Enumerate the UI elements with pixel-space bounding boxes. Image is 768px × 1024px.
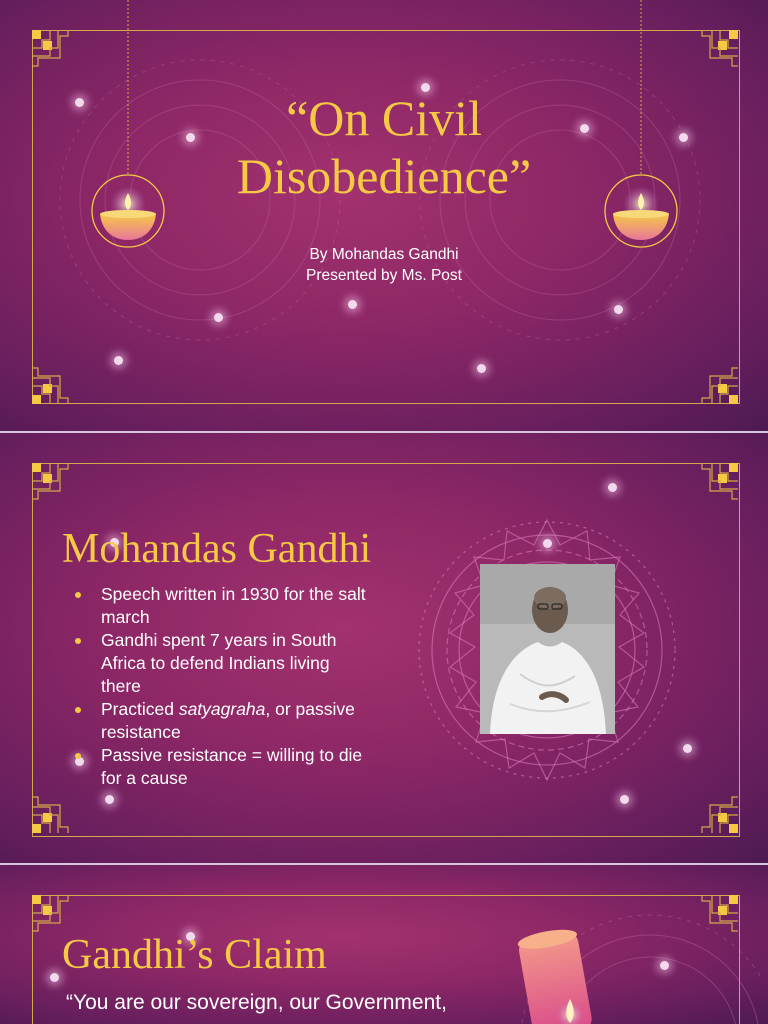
sparkle-dot [543,539,552,548]
sparkle-dot [477,364,486,373]
sparkle-dot [105,795,114,804]
list-item [72,698,372,744]
title-line-2: Disobedience” [236,147,532,204]
corner-ornament [30,28,70,68]
quote-text: “You are our sovereign, our Government, [66,991,447,1014]
slide-title-text [0,90,768,205]
sparkle-dot [620,795,629,804]
gandhi-photo [480,564,615,734]
byline: By Mohandas Gandhi [309,246,459,263]
slide-gandhi [0,433,768,865]
corner-ornament [30,795,70,835]
corner-ornament [700,461,740,501]
presenter: Presented by Ms. Post [306,267,462,284]
list-item: Passive resistance = willing to die for a cause [72,744,372,790]
title-line-1: “On Civil [286,90,482,146]
sparkle-dot [683,744,692,753]
slide-heading: Gandhi’s Claim [62,932,327,978]
corner-ornament [30,893,70,933]
sparkle-dot [660,961,669,970]
sparkle-dot [114,356,123,365]
list-item-emphasis: satyagraha [178,699,266,719]
candle-icon [512,927,592,1024]
corner-ornament [700,795,740,835]
slide-heading: Mohandas Gandhi [62,526,372,572]
corner-ornament [700,28,740,68]
corner-ornament [700,366,740,406]
list-item: Gandhi spent 7 years in South Africa to defend Indians living there [72,629,372,698]
sparkle-dot [348,300,357,309]
sparkle-dot [614,305,623,314]
slide-title [0,0,768,433]
slide-claim [0,865,768,1024]
sparkle-dot [608,483,617,492]
sparkle-dot [214,313,223,322]
list-item-text: , or passive resistance [101,699,355,742]
corner-ornament [30,461,70,501]
list-item: Speech written in 1930 for the salt march [72,583,372,629]
bullet-list [72,583,372,790]
sparkle-dot [50,973,59,982]
list-item-text: Practiced [101,699,179,719]
corner-ornament [30,366,70,406]
